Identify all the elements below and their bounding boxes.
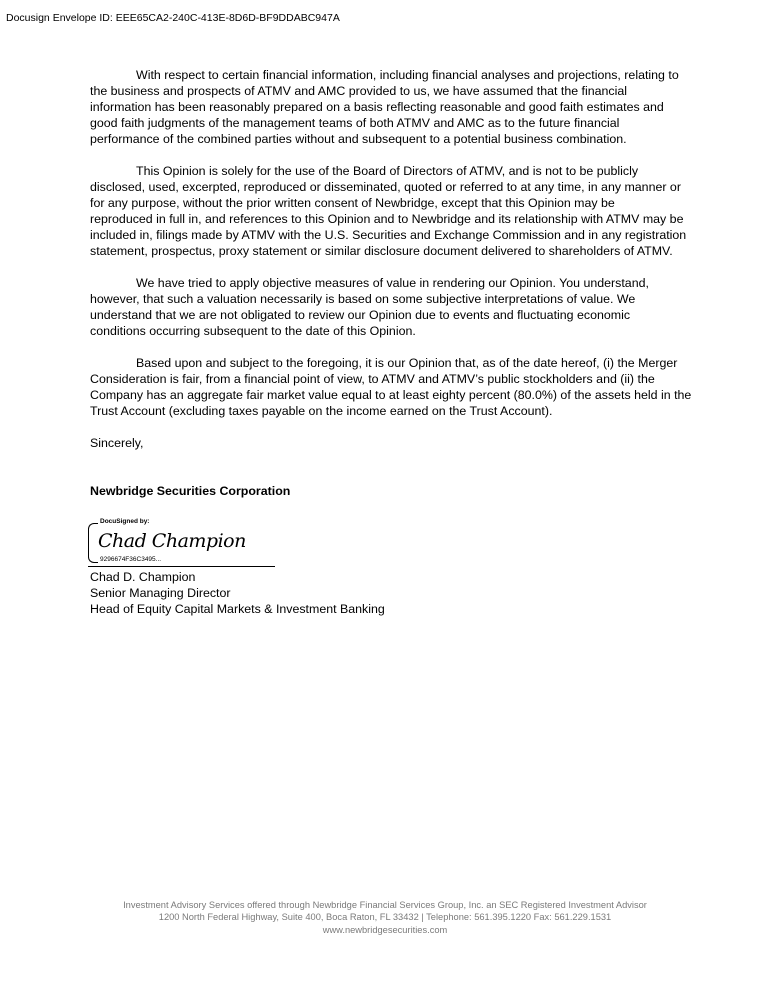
signature-line bbox=[88, 566, 275, 567]
paragraph-line: the business and prospects of ATMV and AMC provided to us, we have assumed that the financial bbox=[90, 84, 628, 98]
company-name: Newbridge Securities Corporation bbox=[90, 484, 291, 498]
paragraph-line: included in, filings made by ATMV with the U.S. Securities and Exchange Commission and in any registration bbox=[90, 228, 687, 242]
paragraph-line: disclosed, used, excerpted, reproduced or disseminated, quoted or referred to at any time, in any manner or bbox=[90, 180, 681, 194]
paragraph-line: performance of the combined parties without and subsequent to a potential business combination. bbox=[90, 132, 627, 146]
paragraph-line: statement, prospectus, proxy statement or similar disclosure document delivered to shareholders of ATMV. bbox=[90, 244, 673, 258]
paragraph-line: however, that such a valuation necessarily is based on some subjective interpretations of value. We bbox=[90, 292, 636, 306]
signer-info bbox=[90, 569, 385, 617]
footer-address: 1200 North Federal Highway, Suite 400, Boca Raton, FL 33432 | Telephone: 561.395.1220 Fax: 561.229.1531 bbox=[158, 912, 612, 923]
paragraph-line: Based upon and subject to the foregoing, it is our Opinion that, as of the date hereof, (i) the Merger bbox=[136, 356, 678, 370]
paragraph-line: Consideration is fair, from a financial point of view, to ATMV and ATMV’s public stockholders and (ii) the bbox=[90, 372, 655, 386]
letter-body bbox=[90, 67, 690, 499]
paragraph-line: With respect to certain financial information, including financial analyses and projections, relating to bbox=[136, 68, 679, 82]
paragraph-line: for any purpose, without the prior written consent of Newbridge, except that this Opinion may be bbox=[90, 196, 615, 210]
docusign-envelope-id: Docusign Envelope ID: EEE65CA2-240C-413E-8D6D-BF9DDABC947A bbox=[6, 12, 340, 24]
paragraph bbox=[90, 355, 690, 419]
paragraph-line: Trust Account (excluding taxes payable on the income earned on the Trust Account). bbox=[90, 404, 553, 418]
paragraph bbox=[90, 67, 690, 147]
paragraph bbox=[90, 275, 690, 339]
paragraph-line: This Opinion is solely for the use of the Board of Directors of ATMV, and is not to be publicly bbox=[136, 164, 639, 178]
signer-name: Chad D. Champion bbox=[90, 570, 196, 584]
closing: Sincerely, bbox=[90, 436, 144, 450]
docusigned-label: DocuSigned by: bbox=[100, 518, 150, 525]
signer-title: Senior Managing Director bbox=[90, 586, 231, 600]
paragraph bbox=[90, 163, 690, 259]
docusign-signature-block bbox=[88, 518, 276, 566]
handwritten-signature: Chad Champion bbox=[98, 530, 246, 552]
signature-hash: 9296674F36C3495... bbox=[100, 556, 162, 563]
paragraph-line: good faith judgments of the management teams of both ATMV and AMC as to the future financial bbox=[90, 116, 620, 130]
paragraph-line: Company has an aggregate fair market value equal to at least eighty percent (80.0%) of the assets held in the bbox=[90, 388, 692, 402]
paragraph-line: reproduced in full in, and references to this Opinion and to Newbridge and its relationship with ATMV may be bbox=[90, 212, 684, 226]
paragraph-line: understand that we are not obligated to review our Opinion due to events and fluctuating economic bbox=[90, 308, 631, 322]
footer-disclosure: Investment Advisory Services offered through Newbridge Financial Services Group, Inc. an SEC Registered Investment Advisor bbox=[123, 900, 647, 910]
paragraph-line: We have tried to apply objective measures of value in rendering our Opinion. You understand, bbox=[136, 276, 649, 290]
footer bbox=[0, 899, 770, 936]
paragraph-line: conditions occurring subsequent to the date of this Opinion. bbox=[90, 324, 416, 338]
footer-website[interactable]: www.newbridgesecurities.com bbox=[322, 924, 448, 935]
paragraph-line: information has been reasonably prepared on a basis reflecting reasonable and good faith estimates and bbox=[90, 100, 664, 114]
signer-department: Head of Equity Capital Markets & Investment Banking bbox=[90, 602, 385, 616]
